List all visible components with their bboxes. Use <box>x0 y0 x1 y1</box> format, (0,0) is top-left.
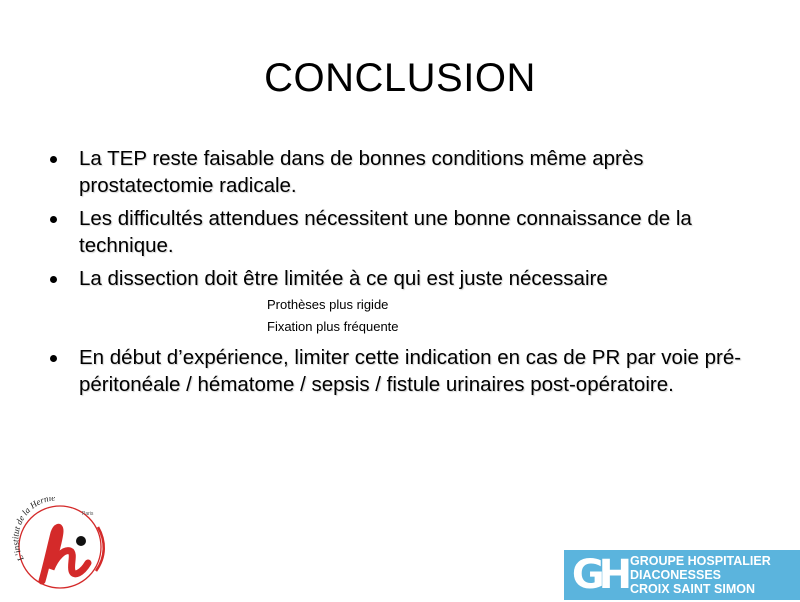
bullet-item <box>46 344 766 398</box>
bullet-item <box>46 205 766 259</box>
bullet-item <box>46 265 766 338</box>
bullet-text: En début d’expérience, limiter cette indication en cas de PR par voie pré-péritonéale / hématome / sepsis / fistule urinaires post-opératoire. <box>79 346 742 396</box>
bullet-dot-icon <box>50 156 57 163</box>
bullet-list <box>46 145 766 398</box>
bullet-dot-icon <box>50 216 57 223</box>
logo-arc-text: L’institut de la Hernie <box>10 497 56 563</box>
sub-bullet-item: Prothèses plus rigide <box>267 297 389 312</box>
gh-line: DIACONESSES <box>630 568 721 582</box>
gh-line: GROUPE HOSPITALIER <box>630 554 771 568</box>
slide-title: CONCLUSION <box>264 56 536 100</box>
logo-city-text: Paris <box>82 511 94 517</box>
groupe-hospitalier-logo <box>564 550 800 600</box>
bullet-text: Les difficultés attendues nécessitent une bonne connaissance de la technique. <box>79 207 692 257</box>
bullet-dot-icon <box>50 276 57 283</box>
bullet-item <box>46 145 766 199</box>
sub-bullet-item: Fixation plus fréquente <box>267 319 399 334</box>
bullet-text: La TEP reste faisable dans de bonnes conditions même après prostatectomie radicale. <box>79 147 644 197</box>
bullet-dot-icon <box>50 355 57 362</box>
bullet-text: La dissection doit être limitée à ce qui est juste nécessaire <box>79 267 608 290</box>
gh-line: CROIX SAINT SIMON <box>630 582 756 596</box>
gh-text-block <box>630 554 798 596</box>
gh-mark: GH <box>571 552 627 598</box>
institut-hernie-logo <box>10 497 110 597</box>
sub-bullet-list <box>79 294 766 338</box>
